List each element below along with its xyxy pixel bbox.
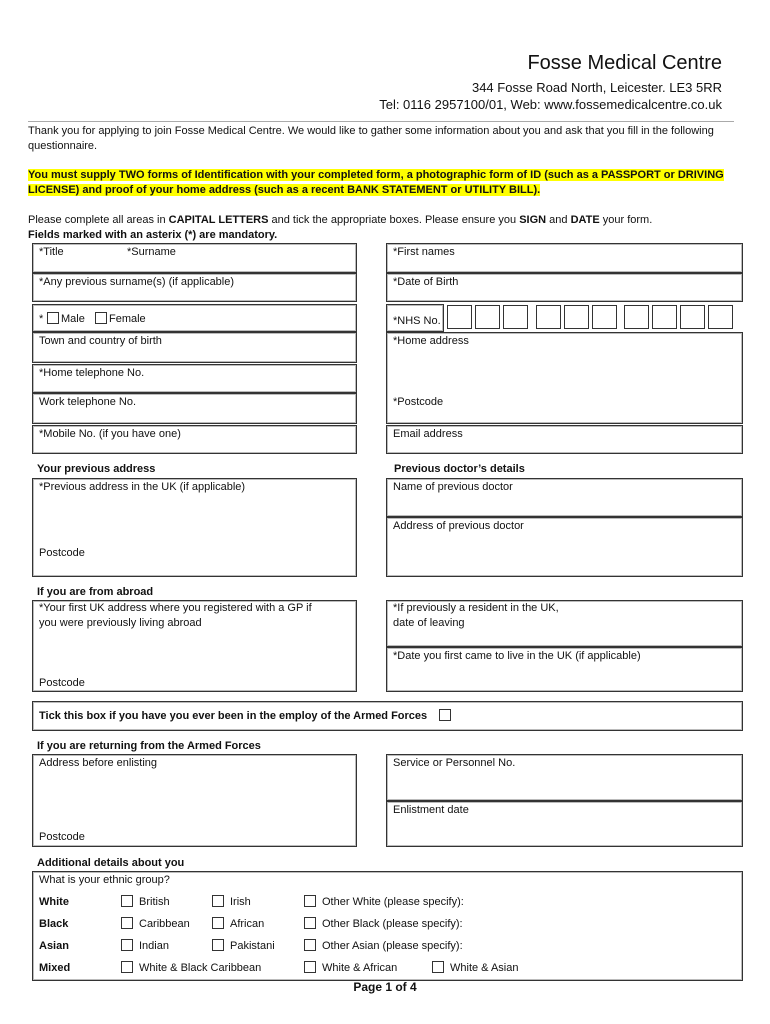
indian-label: Indian <box>139 940 169 952</box>
armed-forces-tick-label: Tick this box if you have you ever been in the employ of the Armed Forces <box>39 710 428 722</box>
town-country-field[interactable] <box>32 332 357 363</box>
mobile-label: *Mobile No. (if you have one) <box>39 428 181 440</box>
dob-field[interactable] <box>386 273 743 302</box>
additional-details-heading: Additional details about you <box>37 857 185 869</box>
first-uk-address-label-2: you were previously living abroad <box>39 617 202 629</box>
ethnic-group-white: White <box>39 896 69 908</box>
british-label: British <box>139 896 170 908</box>
nhs-digit-box[interactable] <box>503 305 528 329</box>
practice-address: 344 Fosse Road North, Leicester. LE3 5RR <box>471 80 722 95</box>
instr-part: and <box>546 214 571 226</box>
indian-checkbox[interactable] <box>121 939 133 951</box>
white-asian-checkbox[interactable] <box>432 961 444 973</box>
other-black-checkbox[interactable] <box>304 917 316 929</box>
instr-part: and tick the appropriate boxes. Please ensure you <box>268 214 520 226</box>
ethnic-group-asian: Asian <box>39 940 69 952</box>
previous-postcode-label: Postcode <box>39 547 85 559</box>
instr-date: DATE <box>570 214 600 226</box>
white-black-caribbean-label: White & Black Caribbean <box>139 962 262 974</box>
previous-address-heading: Your previous address <box>37 463 156 475</box>
date-of-leaving-label: date of leaving <box>393 617 465 629</box>
nhs-digit-box[interactable] <box>592 305 617 329</box>
instructions <box>28 213 740 228</box>
work-telephone-field[interactable] <box>32 393 357 424</box>
nhs-digit-box[interactable] <box>624 305 649 329</box>
caribbean-checkbox[interactable] <box>121 917 133 929</box>
other-white-label: Other White (please specify): <box>322 896 464 908</box>
african-checkbox[interactable] <box>212 917 224 929</box>
nhs-digit-box[interactable] <box>564 305 589 329</box>
british-checkbox[interactable] <box>121 895 133 907</box>
mandatory-note: Fields marked with an asterix (*) are mandatory. <box>28 229 278 241</box>
white-black-caribbean-checkbox[interactable] <box>121 961 133 973</box>
intro-text: Thank you for applying to join Fosse Medical Centre. We would like to gather some information about you and ask that you fill in the following questionnaire. <box>28 125 714 152</box>
home-telephone-field[interactable] <box>32 364 357 393</box>
date-first-came-field[interactable] <box>386 647 743 692</box>
ethnic-question: What is your ethnic group? <box>39 874 170 886</box>
date-first-came-label: *Date you first came to live in the UK (if applicable) <box>393 650 641 662</box>
caribbean-label: Caribbean <box>139 918 190 930</box>
nhs-digit-box[interactable] <box>536 305 561 329</box>
service-number-field[interactable] <box>386 754 743 801</box>
abroad-postcode-label: Postcode <box>39 677 85 689</box>
nhs-label: *NHS No. <box>393 315 441 327</box>
ethnic-group-mixed: Mixed <box>39 962 71 974</box>
nhs-label-cell <box>386 304 444 332</box>
nhs-digit-box[interactable] <box>475 305 500 329</box>
work-telephone-label: Work telephone No. <box>39 396 137 408</box>
email-label: Email address <box>393 428 463 440</box>
enlistment-date-field[interactable] <box>386 801 743 847</box>
first-names-label: *First names <box>393 246 455 258</box>
white-african-checkbox[interactable] <box>304 961 316 973</box>
forces-postcode-label: Postcode <box>39 831 85 843</box>
pakistani-checkbox[interactable] <box>212 939 224 951</box>
home-telephone-label: *Home telephone No. <box>39 367 145 379</box>
african-label: African <box>230 918 265 930</box>
nhs-digit-box[interactable] <box>652 305 677 329</box>
nhs-digit-box[interactable] <box>708 305 733 329</box>
female-checkbox[interactable] <box>95 312 107 324</box>
ethnic-group-black: Black <box>39 918 69 930</box>
previous-address-label: *Previous address in the UK (if applicable) <box>39 481 246 493</box>
female-label: Female <box>109 313 146 325</box>
instr-caps: CAPITAL LETTERS <box>168 214 269 226</box>
armed-forces-heading: If you are returning from the Armed Forces <box>37 740 261 752</box>
gender-star: * <box>39 313 44 325</box>
mobile-field[interactable] <box>32 425 357 454</box>
id-requirement <box>28 168 744 198</box>
white-asian-label: White & Asian <box>450 962 519 974</box>
nhs-digit-box[interactable] <box>680 305 705 329</box>
ethnic-group-section <box>32 871 743 981</box>
pakistani-label: Pakistani <box>230 940 275 952</box>
previous-doctor-name-field[interactable] <box>386 478 743 517</box>
title-surname-field[interactable] <box>32 243 357 273</box>
id-requirement-text: You must supply TWO forms of Identification with your completed form, a photographic form of ID (such as a PASSPORT or DRIVING LICENSE) and proof of your home address (such as a recent BANK STATEMENT or UTILITY BILL). <box>28 169 724 196</box>
other-black-label: Other Black (please specify): <box>322 918 463 930</box>
previous-doctor-name-label: Name of previous doctor <box>393 481 513 493</box>
other-asian-checkbox[interactable] <box>304 939 316 951</box>
home-address-field[interactable] <box>386 332 743 424</box>
other-white-checkbox[interactable] <box>304 895 316 907</box>
previous-doctor-address-field[interactable] <box>386 517 743 577</box>
white-african-label: White & African <box>322 962 398 974</box>
enlistment-date-label: Enlistment date <box>393 804 469 816</box>
address-before-enlisting-label: Address before enlisting <box>39 757 158 769</box>
abroad-heading: If you are from abroad <box>37 586 154 598</box>
service-number-label: Service or Personnel No. <box>393 757 516 769</box>
armed-forces-tick-row <box>32 701 743 731</box>
title-label: *Title <box>39 246 64 258</box>
irish-checkbox[interactable] <box>212 895 224 907</box>
dob-label: *Date of Birth <box>393 276 459 288</box>
resident-label: *If previously a resident in the UK, <box>393 602 559 614</box>
first-uk-address-label: *Your first UK address where you registered with a GP if <box>39 602 312 614</box>
page-number: Page 1 of 4 <box>353 980 417 994</box>
male-label: Male <box>61 313 85 325</box>
home-address-label: *Home address <box>393 335 469 347</box>
date-of-leaving-field[interactable] <box>386 600 743 647</box>
previous-surnames-field[interactable] <box>32 273 357 302</box>
irish-label: Irish <box>230 896 251 908</box>
armed-forces-checkbox[interactable] <box>439 709 451 721</box>
gender-field <box>32 304 357 332</box>
other-asian-label: Other Asian (please specify): <box>322 940 463 952</box>
surname-label: *Surname <box>127 246 176 258</box>
page-title: Fosse Medical Centre <box>527 52 722 74</box>
postcode-label: *Postcode <box>393 396 444 408</box>
previous-surnames-label: *Any previous surname(s) (if applicable) <box>39 276 235 288</box>
address-before-enlisting-field[interactable] <box>32 754 357 847</box>
first-uk-address-field[interactable] <box>32 600 357 692</box>
header-divider <box>28 121 734 122</box>
previous-doctor-address-label: Address of previous doctor <box>393 520 524 532</box>
male-checkbox[interactable] <box>47 312 59 324</box>
instr-sign: SIGN <box>519 214 547 226</box>
first-names-field[interactable] <box>386 243 743 273</box>
instr-part: your form. <box>599 214 653 226</box>
practice-contact: Tel: 0116 2957100/01, Web: www.fossemedicalcentre.co.uk <box>379 97 722 112</box>
nhs-digit-box[interactable] <box>447 305 472 329</box>
email-field[interactable] <box>386 425 743 454</box>
previous-doctor-heading: Previous doctor’s details <box>394 463 525 475</box>
town-country-label: Town and country of birth <box>39 335 162 347</box>
previous-address-field[interactable] <box>32 478 357 577</box>
instr-part: Please complete all areas in <box>28 214 169 226</box>
